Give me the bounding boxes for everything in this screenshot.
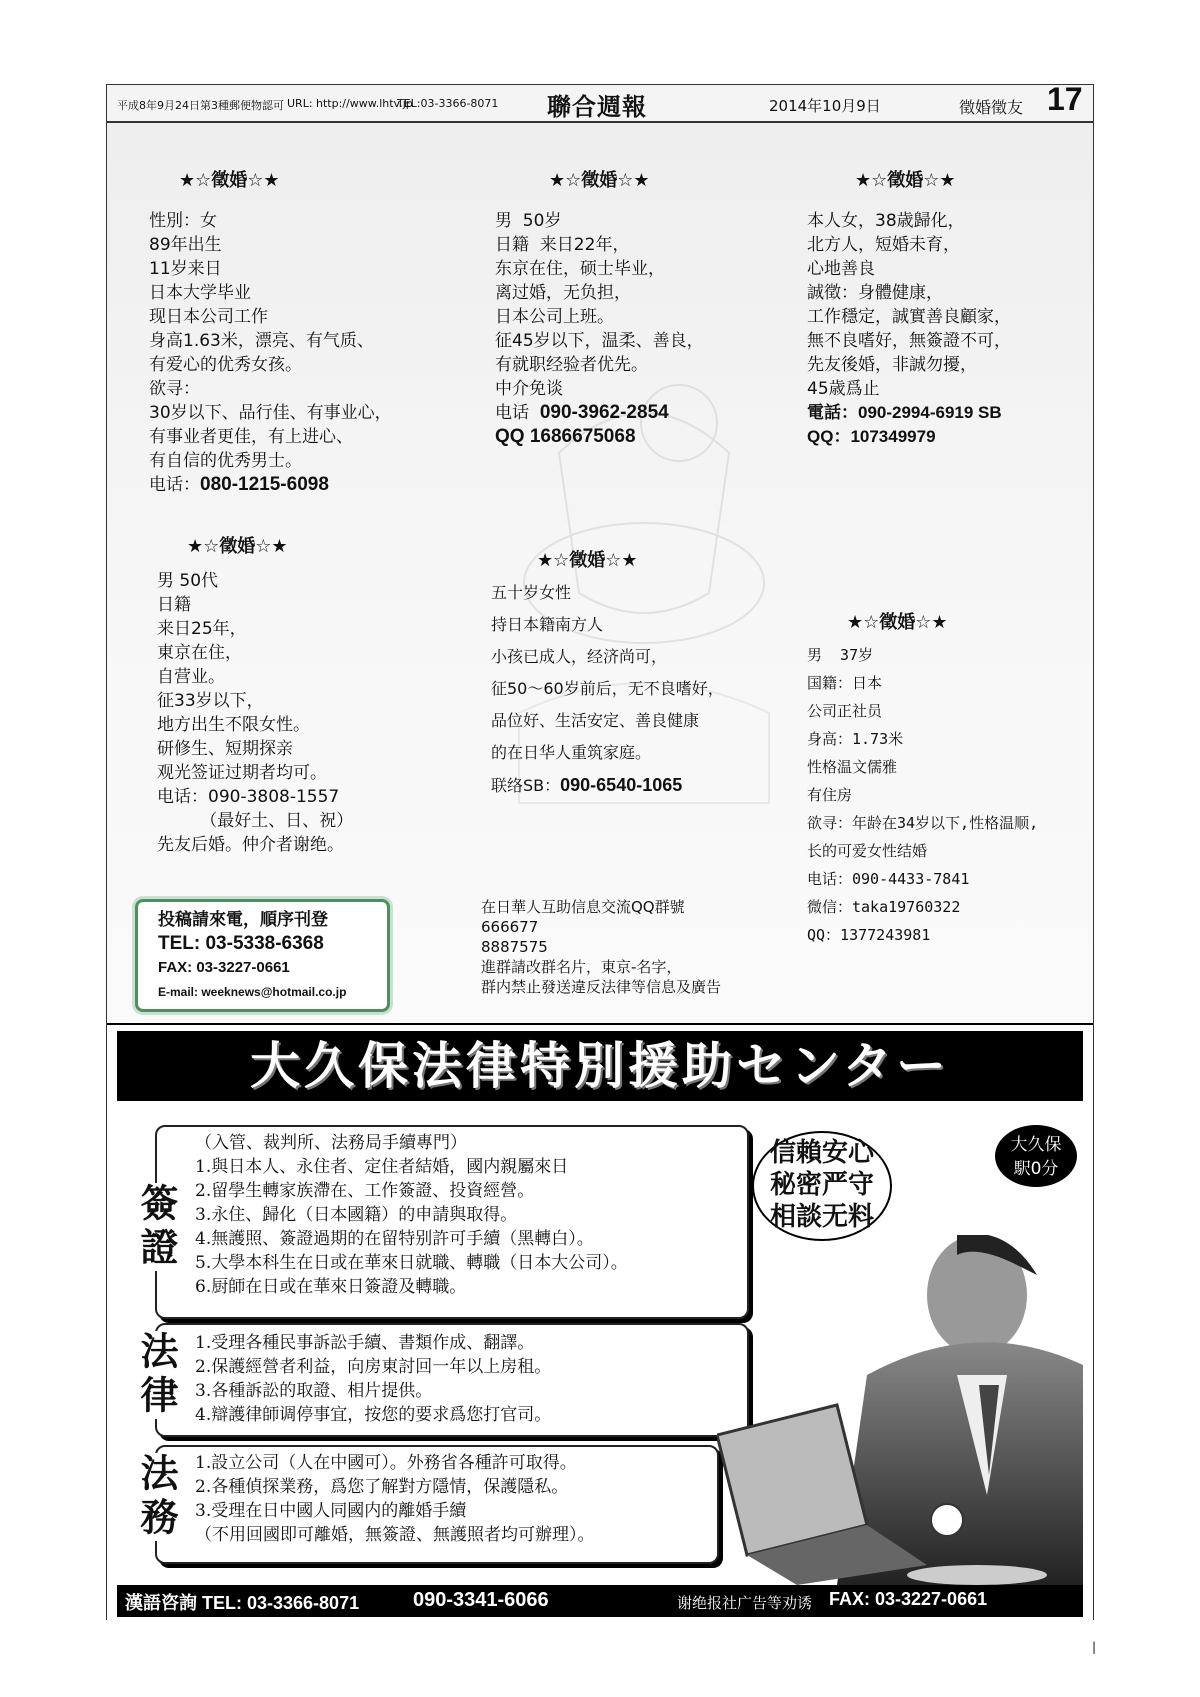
service-line: 1.受理各種民事訴訟手續、書類作成、翻譯。 (195, 1333, 535, 1353)
qq-group-line[interactable]: 666677 (481, 918, 539, 936)
businessman-photo (717, 1235, 1083, 1585)
page-number: 17 (1047, 81, 1083, 117)
marriage-ad-2 (495, 169, 704, 449)
marriage-ad-6 (807, 611, 1038, 949)
ad-line: 征45岁以下，温柔、善良， (495, 331, 704, 351)
page-edge-mark: | (1092, 1640, 1097, 1654)
ad-line: 五十岁女性 (491, 583, 572, 602)
ad-title: ★☆徵婚☆★ (187, 536, 288, 557)
ad-title: ★☆徵婚☆★ (855, 170, 956, 191)
ad-line: 先友后婚。仲介者谢绝。 (157, 835, 344, 855)
ad-line: 誠徵：身體健康， (807, 283, 943, 303)
motto-line: 信賴安心 (769, 1138, 874, 1168)
footer-fax: FAX: 03-3227-0661 (829, 1589, 988, 1609)
ad-line: 先友後婚，非誠勿擾， (807, 355, 977, 375)
ad-line: 11岁来日 (149, 259, 222, 279)
ad-line: 中介免谈 (495, 379, 563, 399)
phone-label: 联络SB： (491, 776, 561, 795)
masthead (107, 81, 1093, 123)
ad-line[interactable]: QQ：1377243981 (807, 926, 931, 944)
service-line: 1.設立公司（人在中國可）。外務省各種許可取得。 (195, 1453, 577, 1473)
law-ad-footer (117, 1585, 1083, 1617)
ad-line: 有事业者更佳，有上进心、 (149, 427, 353, 447)
marriage-ad-3 (807, 169, 1011, 449)
ad-phone (495, 401, 704, 425)
visa-services-list (195, 1131, 628, 1299)
phone-label: 电话： (149, 475, 200, 495)
section-title: 徵婚徵友 (959, 98, 1024, 117)
ad-line: 心地善良 (807, 259, 875, 279)
ad-line: 自营业。 (157, 667, 225, 687)
phone-number[interactable]: 電話：090-2994-6919 SB (807, 403, 1002, 422)
visa-label: 簽證 (129, 1183, 184, 1271)
header-tel: TEL:03-3366-8071 (397, 97, 499, 110)
mobile-tel[interactable]: 090-3341-6066 (413, 1589, 549, 1611)
station-line: 駅0分 (1013, 1159, 1059, 1179)
ad-line[interactable]: 微信：taka19760322 (807, 898, 961, 916)
ad-line: 工作穩定，誠實善良顧家， (807, 307, 1011, 327)
ad-line: 有爱心的优秀女孩。 (149, 355, 302, 375)
permit-text: 平成8年9月24日第3種郵便物認可 (117, 99, 284, 112)
ad-line: 有就职经验者优先。 (495, 355, 648, 375)
marriage-ad-1 (149, 169, 392, 497)
ad-line: 东京在住，硕士毕业， (495, 259, 665, 279)
qq-group-line: 進群請改群名片，東京-名字， (481, 958, 682, 976)
qq-number[interactable]: QQ：107349979 (807, 427, 936, 446)
qq-group-line: 在日華人互助信息交流QQ群號 (481, 898, 685, 916)
law-center-advertisement (107, 1023, 1093, 1623)
ad-line: 性別：女 (149, 211, 217, 231)
service-line: 2.留學生轉家族滯在、工作簽證、投資經營。 (195, 1181, 535, 1201)
ad-line: 欲寻：年龄在34岁以下,性格温顺, (807, 814, 1039, 832)
service-line: 2.保護經營者利益，向房東討回一年以上房租。 (195, 1357, 552, 1377)
ad-line: 30岁以下、品行佳、有事业心， (149, 403, 392, 423)
ad-line: 有自信的优秀男士。 (149, 451, 302, 471)
ad-line: 男 50岁 (495, 211, 562, 231)
ad-line: 日本公司上班。 (495, 307, 614, 327)
ad-line: 男 37岁 (807, 646, 874, 664)
phone-label: 电话 (495, 403, 540, 423)
qq-group-line[interactable]: 8887575 (481, 938, 548, 956)
service-line: 5.大學本科生在日或在華來日就職、轉職（日本大公司）。 (195, 1253, 628, 1273)
qq-number[interactable]: QQ 1686675068 (495, 426, 636, 447)
service-line: 4.辯護律師调停事宜，按您的要求爲您打官司。 (195, 1405, 552, 1425)
ad-line: 长的可爱女性结婚 (807, 842, 928, 860)
ad-line: 身高：1.73米 (807, 730, 904, 748)
law-center-banner: 大久保法律特別援助センター (117, 1031, 1083, 1101)
phone-number[interactable]: 090-6540-1065 (560, 775, 683, 795)
legal-affairs-label: 法務 (129, 1453, 184, 1541)
ad-line: 東京在住， (157, 643, 242, 663)
ad-phone (149, 473, 392, 497)
ad-line: 来日25年， (157, 619, 247, 639)
phone-number[interactable]: 090-3962-2854 (539, 402, 669, 423)
ad-line: 离过婚，无负担， (495, 283, 631, 303)
ad-line: 有住房 (807, 786, 853, 804)
ad-title: ★☆徵婚☆★ (179, 170, 280, 191)
submission-tel[interactable]: TEL: 03-5338-6368 (158, 933, 324, 954)
classifieds-section (107, 123, 1093, 1021)
ad-line: 本人女，38歳歸化， (807, 211, 965, 231)
ad-line: 观光签证过期者均可。 (157, 763, 327, 783)
phone-number[interactable]: 080-1215-6098 (200, 474, 329, 495)
ad-line: 公司正社员 (807, 702, 883, 720)
station-badge (995, 1125, 1077, 1187)
marriage-ad-4 (157, 535, 353, 857)
service-line: 4.無護照、簽證過期的在留特别許可手續（黑轉白）。 (195, 1229, 594, 1249)
station-line: 大久保 (1010, 1135, 1062, 1155)
ad-line: 無不良嗜好，無簽證不可， (807, 331, 1011, 351)
ad-title: ★☆徵婚☆★ (847, 612, 948, 633)
ad-line[interactable]: 电话：090-3808-1557 (157, 787, 340, 807)
ad-line: 持日本籍南方人 (491, 615, 604, 634)
ad-line: 品位好、生活安定、善良健康 (491, 711, 700, 730)
service-line: 3.各種訴訟的取證、相片提供。 (195, 1381, 433, 1401)
motto-line: 相談无料 (769, 1202, 874, 1232)
qq-group-notice (481, 897, 721, 997)
submission-contact-box (135, 899, 390, 1012)
ad-line: 现日本公司工作 (149, 307, 268, 327)
ad-line: 地方出生不限女性。 (157, 715, 310, 735)
newspaper-page (106, 81, 1094, 1620)
ad-line: 的在日华人重筑家庭。 (491, 743, 652, 762)
motto-line: 秘密严守 (769, 1170, 874, 1200)
ad-title: ★☆徵婚☆★ (549, 170, 650, 191)
service-line: 2.各種偵探業務，爲您了解對方隱情，保護隱私。 (195, 1477, 569, 1497)
service-line: 3.受理在日中國人同國内的離婚手續 (195, 1501, 467, 1521)
website-url[interactable]: URL: http://www.lhtv.jp (287, 97, 413, 110)
ad-line: 身高1.63米，漂亮、有气质、 (149, 331, 374, 351)
submission-email[interactable]: E-mail: weeknews@hotmail.co.jp (158, 985, 347, 999)
ad-line: 日籍 (157, 595, 191, 615)
ad-line: 北方人，短婚未育， (807, 235, 960, 255)
ad-line: 性格温文儒雅 (807, 758, 898, 776)
law-services-list (195, 1331, 551, 1427)
service-line: （入管、裁判所、法務局手續專門） (195, 1133, 467, 1153)
service-line: 6.厨師在日或在華來日簽證及轉職。 (195, 1277, 467, 1297)
motto-bubble (752, 1131, 892, 1241)
submission-notice: 投稿請來電，順序刊登 (158, 910, 328, 930)
service-line: 3.永住、歸化（日本國籍）的申請與取得。 (195, 1205, 518, 1225)
ad-line: 征50～60岁前后，无不良嗜好， (491, 679, 724, 698)
no-solicitation-notice: 谢绝报社广告等劝诱 (677, 1595, 813, 1612)
ad-line: 日本大学毕业 (149, 283, 251, 303)
ad-line[interactable]: 电话：090-4433-7841 (807, 870, 970, 888)
ad-phone (491, 769, 724, 802)
issue-date: 2014年10月9日 (769, 97, 881, 115)
ad-line: 男 50代 (157, 571, 219, 591)
service-line: （不用回國即可離婚，無簽證、無護照者均可辦理）。 (195, 1525, 595, 1545)
ad-line: 45歳爲止 (807, 379, 880, 399)
paper-name: 聯合週報 (547, 93, 647, 121)
service-line: 1.與日本人、永住者、定住者結婚，國内親屬來日 (195, 1157, 569, 1177)
marriage-ad-5 (491, 549, 724, 802)
ad-title: ★☆徵婚☆★ (537, 550, 638, 571)
submission-fax: FAX: 03-3227-0661 (158, 959, 290, 976)
ad-line: 小孩已成人，经济尚可， (491, 647, 668, 666)
ad-line: 国籍：日本 (807, 674, 883, 692)
ad-line: 研修生、短期探亲 (157, 739, 293, 759)
consult-tel[interactable]: 漢語咨詢 TEL: 03-3366-8071 (125, 1593, 360, 1613)
ad-line: 征33岁以下， (157, 691, 264, 711)
law-label: 法律 (129, 1331, 184, 1419)
ad-line: 欲寻： (149, 379, 200, 399)
ad-line: 89年出生 (149, 235, 222, 255)
qq-group-line: 群内禁止發送違反法律等信息及廣告 (481, 978, 722, 996)
ad-line: 日籍 来日22年， (495, 235, 630, 255)
ad-line: （最好土、日、祝） (157, 811, 354, 831)
legal-affairs-list (195, 1451, 595, 1547)
